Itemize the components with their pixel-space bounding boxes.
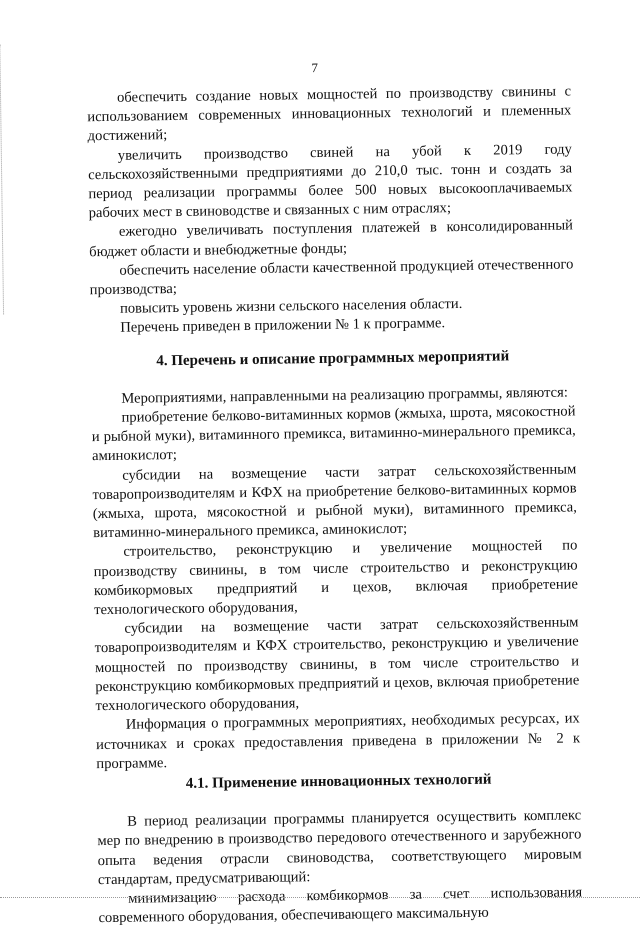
- scan-edge-left: [0, 44, 5, 314]
- section-heading: 4. Перечень и описание программных мероприятий: [156, 347, 510, 369]
- document-body: [87, 82, 583, 928]
- scan-edge-bottom: [0, 897, 640, 899]
- paragraph: приобретение белково-витаминных кормов (жмыха, шрота, мясокостной и рыбной муки), витаминного премикса, витаминно-минерального премикса, аминокислот;: [91, 403, 576, 465]
- paragraph: Перечень приведен в приложении № 1 к программе.: [120, 315, 446, 337]
- subsection-heading: 4.1. Применение инновационных технологий: [185, 771, 492, 792]
- paragraph: минимизацию расхода комбикормов за счет использования современного оборудования, обеспечивающего максимальную: [98, 884, 583, 927]
- paragraph: обеспечить создание новых мощностей по производству свинины с использованием современных инновационных технологий и племенных достижений;: [87, 83, 572, 145]
- paragraph: Мероприятиями, направленными на реализацию программы, являются:: [121, 384, 568, 407]
- paragraph: субсидии на возмещение части затрат сельскохозяйственным товаропроизводителям и КФХ на приобретение белково-витаминных кормов (жмыха, шрота, мясокостной и рыбной муки), витаминного премикса, витаминно-минерального премикса, аминокислот;: [92, 461, 577, 542]
- paragraph: увеличить производство свиней на убой к 2019 году сельскохозяйственными предприятиями до 210,0 тыс. тонн и создать за период реализации программы более 500 новых высокооплачиваемых рабочих мест в свиноводстве и связанных с ним отраслях;: [88, 141, 573, 222]
- paragraph: ежегодно увеличивать поступления платежей в консолидированный бюджет области и внебюджетные фонды;: [89, 217, 574, 260]
- page-number: 7: [311, 59, 319, 76]
- paragraph: Информация о программных мероприятиях, необходимых ресурсах, их источниках и сроках предоставления приведена в приложении № 2 к программе.: [95, 710, 581, 772]
- paragraph: строительство, реконструкцию и увеличение мощностей по производству свинины, в том числе строительство и реконструкцию комбикормовых предприятий и цехов, включая приобретение технологического оборудования,: [93, 537, 579, 619]
- paragraph: повысить уровень жизни сельского населения области.: [119, 296, 463, 318]
- paragraph: субсидии на возмещение части затрат сельскохозяйственным товаропроизводителям и КФХ строительство, реконструкцию и увеличение мощностей по производству свинины, в том числе строительство и реконструкцию комбикормовых предприятий и цехов, включая приобретение технологического оборудования,: [94, 614, 580, 715]
- paragraph: обеспечить население области качественной продукцией отечественного производства;: [89, 256, 574, 299]
- paragraph: В период реализации программы планируется осуществить комплекс мер по внедрению в производство передового отечественного и зарубежного опыта ведения отрасли свиноводства, соответствующего мировым стандартам, предусматривающий:: [97, 807, 582, 888]
